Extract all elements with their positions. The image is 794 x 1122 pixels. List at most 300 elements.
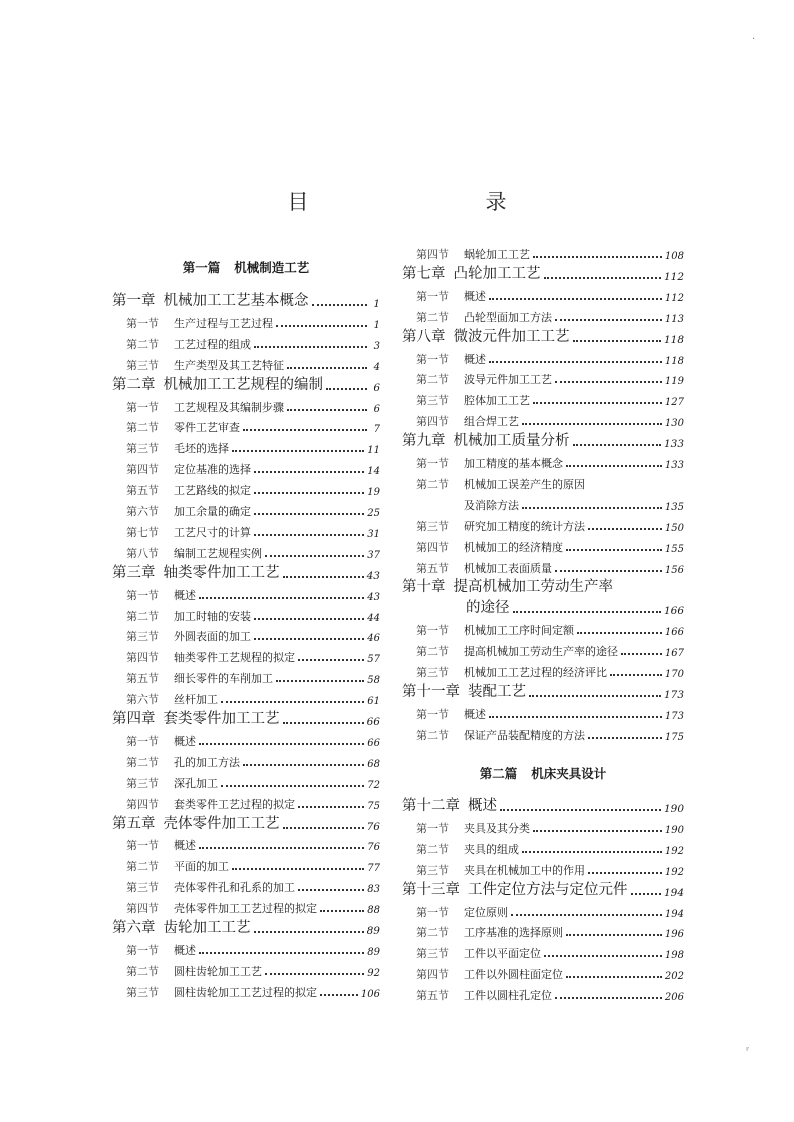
dot-leader <box>254 614 364 620</box>
entry-number: 第二节 <box>126 860 159 873</box>
dot-leader <box>276 321 367 327</box>
entry-title: 提高机械加工劳动生产率 <box>453 579 613 595</box>
entry-title: 夹具的组成 <box>464 843 519 856</box>
toc-chapter-entry[interactable] <box>402 795 684 815</box>
dot-leader <box>298 885 364 891</box>
dot-leader <box>254 342 367 348</box>
entry-title: 概述 <box>174 589 196 602</box>
entry-page-number: 118 <box>664 356 684 367</box>
entry-page-number: 113 <box>664 314 684 325</box>
dot-leader <box>199 739 364 745</box>
entry-number: 第二节 <box>416 729 449 742</box>
entry-number: 第二节 <box>126 338 159 351</box>
dot-leader <box>577 628 662 634</box>
dot-leader <box>320 906 364 912</box>
toc-section-entry[interactable] <box>402 660 684 680</box>
entry-title: 套类零件加工工艺 <box>163 711 280 727</box>
dot-leader <box>513 607 661 613</box>
entry-title: 圆柱齿轮加工工艺 <box>174 965 262 978</box>
entry-page-number: 89 <box>366 925 380 937</box>
dot-leader <box>276 676 364 682</box>
entry-number: 第一节 <box>126 944 159 957</box>
dot-leader <box>243 425 367 431</box>
toc-section-entry[interactable] <box>402 242 684 262</box>
toc-section-entry[interactable] <box>112 311 380 331</box>
entry-number: 第五节 <box>126 484 159 497</box>
entry-page-number: 192 <box>664 846 684 857</box>
toc-section-entry[interactable] <box>112 750 380 770</box>
entry-number: 第十一章 <box>402 684 460 700</box>
entry-number: 第三节 <box>416 864 449 877</box>
entry-title: 机械加工工艺基本概念 <box>163 293 309 309</box>
entry-page-number: 72 <box>367 780 380 791</box>
entry-title: 加工精度的基本概念 <box>464 457 563 470</box>
entry-number: 第四节 <box>126 798 159 811</box>
entry-page-number: 192 <box>664 867 684 878</box>
toc-section-entry[interactable] <box>112 415 380 435</box>
entry-number: 第二节 <box>416 645 449 658</box>
toc-section-entry[interactable] <box>112 896 380 916</box>
entry-number: 第六章 <box>112 920 156 936</box>
toc-section-entry[interactable] <box>112 624 380 644</box>
entry-title: 细长零件的车削加工 <box>174 672 273 685</box>
entry-page-number: 83 <box>367 884 380 895</box>
toc-section-entry[interactable] <box>402 347 684 367</box>
dot-leader <box>254 530 364 536</box>
toc-section-entry[interactable] <box>402 493 684 513</box>
entry-page-number: 57 <box>367 654 380 665</box>
toc-chapter-entry[interactable] <box>402 597 684 617</box>
toc-section-entry[interactable] <box>402 858 684 878</box>
entry-title: 外圆表面的加工 <box>174 630 251 643</box>
entry-title: 毛坯的选择 <box>174 442 229 455</box>
dot-leader <box>265 551 364 557</box>
entry-number: 第五节 <box>416 562 449 575</box>
entry-page-number: 156 <box>664 565 684 576</box>
entry-title: 概述 <box>464 290 486 303</box>
entry-number: 第一节 <box>126 317 159 330</box>
entry-page-number: 194 <box>663 887 684 899</box>
dot-leader <box>555 993 662 999</box>
entry-number: 第三节 <box>416 666 449 679</box>
entry-number: 第四节 <box>416 248 449 261</box>
entry-number: 第二节 <box>126 965 159 978</box>
dot-leader <box>522 503 662 509</box>
entry-number: 第三节 <box>126 630 159 643</box>
entry-number: 第五节 <box>416 989 449 1002</box>
entry-number: 第三节 <box>416 520 449 533</box>
toc-section-entry[interactable] <box>112 666 380 686</box>
entry-title: 编制工艺规程实例 <box>174 547 262 560</box>
entry-number: 第七章 <box>402 266 446 282</box>
entry-title: 研究加工精度的统计方法 <box>464 520 585 533</box>
entry-page-number: 196 <box>664 929 684 940</box>
toc-section-entry[interactable] <box>112 687 380 707</box>
entry-title: 保证产品装配精度的方法 <box>464 729 585 742</box>
entry-page-number: 89 <box>367 947 380 958</box>
toc-section-entry[interactable] <box>112 395 380 415</box>
entry-number: 第三节 <box>416 394 449 407</box>
dot-leader <box>232 864 364 870</box>
toc-section-entry[interactable] <box>112 583 380 603</box>
entry-page-number: 14 <box>367 466 380 477</box>
toc-section-entry[interactable] <box>112 499 380 519</box>
entry-page-number: 194 <box>664 909 684 920</box>
dot-leader <box>254 509 364 515</box>
toc-section-entry[interactable] <box>112 729 380 749</box>
entry-number: 第一节 <box>416 822 449 835</box>
entry-number: 第三章 <box>112 565 156 581</box>
entry-title: 工艺路线的拟定 <box>174 484 251 497</box>
entry-number: 第五节 <box>126 672 159 685</box>
entry-page-number: 190 <box>664 825 684 836</box>
entry-number: 第三节 <box>126 986 159 999</box>
dot-leader <box>254 467 364 473</box>
toc-section-entry[interactable] <box>112 645 380 665</box>
dot-leader <box>287 363 367 369</box>
dot-leader <box>522 419 662 425</box>
dot-leader <box>533 398 662 404</box>
toc-chapter-entry[interactable] <box>112 290 380 310</box>
toc-section-entry[interactable] <box>402 618 684 638</box>
entry-page-number: 173 <box>664 711 684 722</box>
entry-page-number: 43 <box>367 592 380 603</box>
toc-part-heading[interactable] <box>402 762 684 782</box>
toc-section-entry[interactable] <box>112 457 380 477</box>
entry-number: 第二节 <box>416 843 449 856</box>
dot-leader <box>631 889 661 895</box>
entry-title: 工序基准的选择原则 <box>464 926 563 939</box>
toc-chapter-entry[interactable] <box>402 879 684 899</box>
entry-number: 第一节 <box>416 290 449 303</box>
toc-section-entry[interactable] <box>112 478 380 498</box>
dot-leader <box>610 670 662 676</box>
dot-leader <box>243 760 364 766</box>
entry-page-number: 135 <box>664 502 684 513</box>
entry-page-number: 6 <box>373 404 380 415</box>
entry-title: 圆柱齿轮加工工艺过程的拟定 <box>174 986 317 999</box>
entry-number: 第十章 <box>402 579 446 595</box>
entry-number: 第三节 <box>126 777 159 790</box>
entry-number: 第三节 <box>126 442 159 455</box>
entry-page-number: 11 <box>367 445 380 456</box>
toc-section-entry[interactable] <box>402 535 684 555</box>
scan-speck-icon: · <box>752 34 756 45</box>
dot-leader <box>566 972 662 978</box>
toc-chapter-entry[interactable] <box>112 562 380 582</box>
entry-page-number: 130 <box>664 418 684 429</box>
entry-number: 第一节 <box>416 624 449 637</box>
dot-leader <box>566 930 662 936</box>
entry-page-number: 4 <box>373 362 380 373</box>
entry-title: 零件工艺审查 <box>174 421 240 434</box>
dot-leader <box>555 377 662 383</box>
part-title: 机械制造工艺 <box>234 260 310 275</box>
toc-section-entry[interactable] <box>112 771 380 791</box>
toc-section-entry[interactable] <box>402 514 684 534</box>
entry-title: 平面的加工 <box>174 860 229 873</box>
entry-page-number: 108 <box>664 251 684 262</box>
toc-part-heading[interactable] <box>112 256 380 276</box>
dot-leader <box>298 655 364 661</box>
entry-title: 微波元件加工工艺 <box>453 329 570 345</box>
entry-title: 丝杆加工 <box>174 693 218 706</box>
entry-number: 第八章 <box>402 329 446 345</box>
entry-number: 第九章 <box>402 433 446 449</box>
entry-title: 工艺尺寸的计算 <box>174 526 251 539</box>
toc-section-entry[interactable] <box>402 983 684 1003</box>
entry-page-number: 112 <box>663 271 684 283</box>
entry-number: 第三节 <box>126 881 159 894</box>
toc-section-entry[interactable] <box>402 472 684 492</box>
toc-chapter-entry[interactable] <box>402 681 684 701</box>
entry-title: 机械加工工艺规程的编制 <box>163 377 323 393</box>
entry-number: 第二节 <box>126 421 159 434</box>
toc-chapter-entry[interactable] <box>112 917 380 937</box>
toc-section-entry[interactable] <box>402 284 684 304</box>
toc-section-entry[interactable] <box>112 959 380 979</box>
toc-section-entry[interactable] <box>112 520 380 540</box>
dot-leader <box>283 718 364 724</box>
dot-leader <box>588 524 662 530</box>
dot-leader <box>199 948 364 954</box>
toc-section-entry[interactable] <box>402 900 684 920</box>
entry-number: 第一节 <box>126 589 159 602</box>
entry-page-number: 19 <box>367 487 380 498</box>
toc-section-entry[interactable] <box>112 604 380 624</box>
toc-section-entry[interactable] <box>112 436 380 456</box>
entry-title: 概述 <box>174 735 196 748</box>
entry-number: 第四章 <box>112 711 156 727</box>
entry-page-number: 3 <box>373 341 380 352</box>
entry-title: 概述 <box>174 839 196 852</box>
toc-section-entry[interactable] <box>112 792 380 812</box>
entry-page-number: 66 <box>366 716 380 728</box>
entry-number: 第二节 <box>126 610 159 623</box>
entry-number: 第二节 <box>416 478 449 491</box>
dot-leader <box>489 712 662 718</box>
entry-title: 夹具及其分类 <box>464 822 530 835</box>
entry-number: 第一节 <box>416 457 449 470</box>
toc-section-entry[interactable] <box>112 353 380 373</box>
entry-page-number: 31 <box>367 529 380 540</box>
entry-number: 第一节 <box>416 708 449 721</box>
dot-leader <box>254 927 364 933</box>
toc-section-entry[interactable] <box>402 451 684 471</box>
dot-leader <box>533 252 662 258</box>
toc-section-entry[interactable] <box>402 556 684 576</box>
entry-number: 第一节 <box>126 401 159 414</box>
entry-number: 第五章 <box>112 816 156 832</box>
entry-number: 第八节 <box>126 547 159 560</box>
scan-speck-icon: ʳ <box>746 1046 750 1057</box>
entry-page-number: 1 <box>373 320 380 331</box>
entry-title: 工件定位方法与定位元件 <box>468 882 628 898</box>
dot-leader <box>312 300 368 306</box>
toc-section-entry[interactable] <box>402 702 684 722</box>
toc-section-entry[interactable] <box>112 875 380 895</box>
entry-title: 工艺规程及其编制步骤 <box>174 401 284 414</box>
entry-page-number: 118 <box>663 334 684 346</box>
entry-title: 工件以外圆柱面定位 <box>464 968 563 981</box>
entry-title: 夹具在机械加工中的作用 <box>464 864 585 877</box>
entry-page-number: 77 <box>367 863 380 874</box>
toc-chapter-entry[interactable] <box>402 326 684 346</box>
entry-page-number: 1 <box>373 298 380 310</box>
entry-number: 第十三章 <box>402 882 460 898</box>
toc-section-entry[interactable] <box>402 639 684 659</box>
entry-page-number: 92 <box>367 968 380 979</box>
entry-number: 第一节 <box>416 906 449 919</box>
dot-leader <box>221 697 364 703</box>
toc-section-entry[interactable] <box>402 367 684 387</box>
toc-section-entry[interactable] <box>112 938 380 958</box>
dot-leader <box>489 294 662 300</box>
toc-chapter-entry[interactable] <box>402 263 684 283</box>
toc-section-entry[interactable] <box>112 833 380 853</box>
entry-page-number: 75 <box>367 801 380 812</box>
entry-title: 轴类零件工艺规程的拟定 <box>174 651 295 664</box>
entry-title: 及消除方法 <box>464 499 519 512</box>
entry-title: 齿轮加工工艺 <box>163 920 251 936</box>
dot-leader <box>326 384 367 390</box>
entry-number: 第二章 <box>112 377 156 393</box>
toc-section-entry[interactable] <box>112 854 380 874</box>
entry-page-number: 66 <box>367 738 380 749</box>
toc-section-entry[interactable] <box>402 305 684 325</box>
entry-page-number: 7 <box>373 424 380 435</box>
entry-title: 定位基准的选择 <box>174 463 251 476</box>
entry-title: 生产过程与工艺过程 <box>174 317 273 330</box>
entry-number: 第七节 <box>126 526 159 539</box>
entry-page-number: 43 <box>366 570 380 582</box>
entry-number: 第四节 <box>416 415 449 428</box>
entry-title: 轴类零件加工工艺 <box>163 565 280 581</box>
entry-title: 概述 <box>468 798 497 814</box>
entry-title: 工件以圆柱孔定位 <box>464 989 552 1002</box>
entry-title: 工件以平面定位 <box>464 947 541 960</box>
entry-page-number: 150 <box>664 523 684 534</box>
entry-number: 第六节 <box>126 505 159 518</box>
dot-leader <box>529 691 661 697</box>
toc-section-entry[interactable] <box>402 920 684 940</box>
toc-chapter-entry[interactable] <box>112 813 380 833</box>
dot-leader <box>320 990 358 996</box>
part-number: 第一篇 <box>182 260 221 275</box>
entry-title: 定位原则 <box>464 906 508 919</box>
entry-title: 波导元件加工工艺 <box>464 373 552 386</box>
entry-number: 第四节 <box>126 651 159 664</box>
toc-section-entry[interactable] <box>402 962 684 982</box>
entry-page-number: 76 <box>366 821 380 833</box>
entry-page-number: 25 <box>367 508 380 519</box>
entry-page-number: 170 <box>664 669 684 680</box>
entry-number: 第一节 <box>126 735 159 748</box>
entry-title: 加工余量的确定 <box>174 505 251 518</box>
toc-section-entry[interactable] <box>402 409 684 429</box>
entry-page-number: 190 <box>663 803 684 815</box>
toc-chapter-entry[interactable] <box>402 576 684 596</box>
toc-section-entry[interactable] <box>112 980 380 1000</box>
entry-title: 组合焊工艺 <box>464 415 519 428</box>
dot-leader <box>298 802 364 808</box>
dot-leader <box>555 566 662 572</box>
entry-title: 机械加工的经济精度 <box>464 541 563 554</box>
entry-title: 深孔加工 <box>174 777 218 790</box>
entry-page-number: 127 <box>664 397 684 408</box>
entry-number: 第四节 <box>416 541 449 554</box>
entry-title: 蜗轮加工工艺 <box>464 248 530 261</box>
entry-page-number: 155 <box>664 544 684 555</box>
dot-leader <box>566 545 662 551</box>
entry-title: 壳体零件孔和孔系的加工 <box>174 881 295 894</box>
page-title: 目 录 <box>287 190 585 214</box>
entry-page-number: 68 <box>367 759 380 770</box>
toc-section-entry[interactable] <box>402 941 684 961</box>
entry-title: 机械加工质量分析 <box>453 433 570 449</box>
entry-page-number: 206 <box>664 992 684 1003</box>
entry-number: 第二节 <box>416 373 449 386</box>
toc-section-entry[interactable] <box>402 816 684 836</box>
dot-leader <box>254 488 364 494</box>
entry-number: 第四节 <box>126 463 159 476</box>
dot-leader <box>566 461 662 467</box>
entry-number: 第六节 <box>126 693 159 706</box>
dot-leader <box>533 826 662 832</box>
entry-number: 第四节 <box>416 968 449 981</box>
entry-number: 第一章 <box>112 293 156 309</box>
dot-leader <box>489 357 662 363</box>
entry-page-number: 46 <box>367 633 380 644</box>
entry-title: 壳体零件加工工艺 <box>163 816 280 832</box>
toc-section-entry[interactable] <box>402 837 684 857</box>
toc-chapter-entry[interactable] <box>112 374 380 394</box>
entry-page-number: 198 <box>664 950 684 961</box>
dot-leader <box>500 805 661 811</box>
entry-number: 第二节 <box>416 926 449 939</box>
entry-title: 概述 <box>464 708 486 721</box>
entry-page-number: 202 <box>664 971 684 982</box>
toc-section-entry[interactable] <box>402 723 684 743</box>
dot-leader <box>573 440 661 446</box>
dot-leader <box>199 843 364 849</box>
entry-title: 机械加工表面质量 <box>464 562 552 575</box>
part-title: 机床夹具设计 <box>531 766 607 781</box>
entry-number: 第三节 <box>416 947 449 960</box>
dot-leader <box>588 868 662 874</box>
dot-leader <box>283 823 364 829</box>
entry-page-number: 173 <box>663 689 684 701</box>
entry-title: 的途径 <box>466 600 510 616</box>
entry-page-number: 88 <box>367 905 380 916</box>
entry-page-number: 166 <box>664 627 684 638</box>
entry-title: 壳体零件加工工艺过程的拟定 <box>174 902 317 915</box>
toc-chapter-entry[interactable] <box>402 430 684 450</box>
entry-page-number: 6 <box>373 382 380 394</box>
entry-title: 机械加工工艺过程的经济评比 <box>464 666 607 679</box>
entry-title: 机械加工误差产生的原因 <box>464 478 585 491</box>
entry-number: 第一节 <box>126 839 159 852</box>
dot-leader <box>221 781 364 787</box>
dot-leader <box>265 969 364 975</box>
dot-leader <box>544 951 662 957</box>
toc-section-entry[interactable] <box>402 388 684 408</box>
toc-section-entry[interactable] <box>112 332 380 352</box>
toc-section-entry[interactable] <box>112 541 380 561</box>
entry-title: 腔体加工工艺 <box>464 394 530 407</box>
toc-chapter-entry[interactable] <box>112 708 380 728</box>
entry-number: 第二节 <box>416 311 449 324</box>
